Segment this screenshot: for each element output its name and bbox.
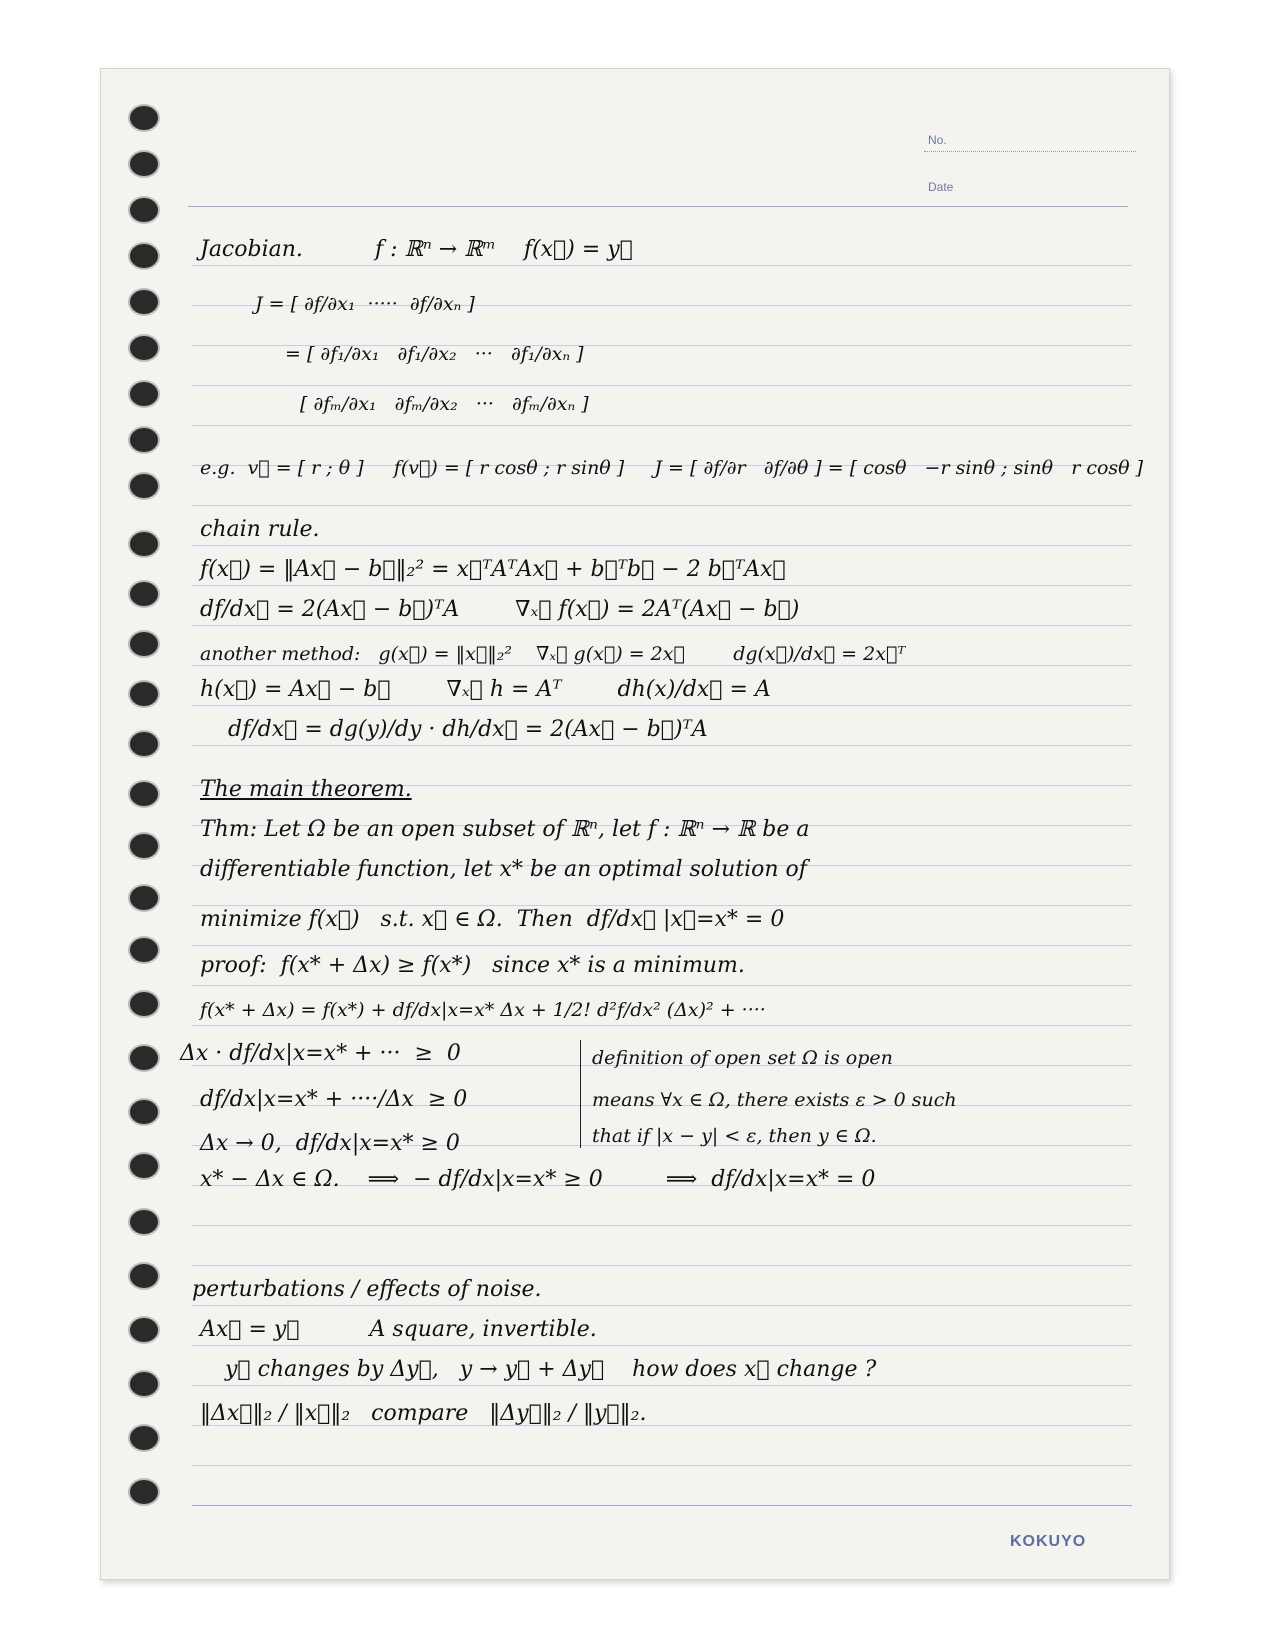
binder-hole	[128, 104, 160, 132]
binder-hole	[128, 530, 160, 558]
binder-hole	[128, 1370, 160, 1398]
binder-hole	[128, 1208, 160, 1236]
binder-hole	[128, 1044, 160, 1072]
date-label: Date	[928, 180, 954, 194]
ruled-line	[192, 705, 1132, 706]
header-rule	[188, 206, 1128, 207]
proof-line-5: Δx → 0, df/dx|x=x* ≥ 0	[200, 1131, 460, 1156]
ruled-line	[192, 745, 1132, 746]
binder-hole	[128, 1262, 160, 1290]
chain-rule-line-5: df/dx⃗ = dg(y)/dy · dh/dx⃗ = 2(Ax⃗ − b⃗)ᵀA	[228, 717, 708, 742]
perturbations-line-3: ‖Δx⃗‖₂ / ‖x⃗‖₂ compare ‖Δy⃗‖₂ / ‖y⃗‖₂.	[200, 1401, 647, 1426]
ruled-line	[192, 1025, 1132, 1026]
binder-hole	[128, 730, 160, 758]
binder-hole	[128, 990, 160, 1018]
ruled-line	[192, 985, 1132, 986]
binder-hole	[128, 150, 160, 178]
theorem-line-2: differentiable function, let x* be an optimal solution of	[200, 857, 807, 882]
binder-hole	[128, 780, 160, 808]
ruled-line	[192, 585, 1132, 586]
binder-hole	[128, 580, 160, 608]
binder-hole	[128, 1316, 160, 1344]
no-line	[924, 151, 1136, 152]
perturbations-title: perturbations / effects of noise.	[192, 1277, 542, 1302]
proof-line-2: f(x* + Δx) = f(x*) + df/dx|x=x* Δx + 1/2! d²f/dx² (Δx)² + ····	[200, 999, 766, 1021]
binder-hole	[128, 936, 160, 964]
ruled-line	[192, 385, 1132, 386]
jacobian-line-2: = [ ∂f₁/∂x₁ ∂f₁/∂x₂ ··· ∂f₁/∂xₙ ]	[285, 343, 584, 365]
ruled-line	[192, 1305, 1132, 1306]
perturbations-line-1: Ax⃗ = y⃗ A square, invertible.	[200, 1317, 597, 1342]
binder-hole	[128, 380, 160, 408]
ruled-line	[192, 1465, 1132, 1466]
binder-hole	[128, 630, 160, 658]
binder-hole	[128, 1152, 160, 1180]
binder-hole	[128, 1098, 160, 1126]
no-label: No.	[928, 133, 947, 147]
ruled-line	[192, 1345, 1132, 1346]
ruled-line	[192, 945, 1132, 946]
chain-rule-title: chain rule.	[200, 517, 320, 542]
theorem-title: The main theorem.	[200, 777, 412, 802]
binder-hole	[128, 196, 160, 224]
binder-hole	[128, 884, 160, 912]
ruled-line	[192, 1385, 1132, 1386]
jacobian-example: e.g. v⃗ = [ r ; θ ] f(v⃗) = [ r cosθ ; r sinθ ] J = [ ∂f/∂r ∂f/∂θ ] = [ cosθ −r sinθ ; sinθ r cosθ ]	[200, 457, 1144, 479]
kokuyo-logo: KOKUYO	[1010, 1533, 1087, 1550]
jacobian-line-1: J = [ ∂f/∂x₁ ····· ∂f/∂xₙ ]	[255, 293, 475, 315]
open-set-note-3: that if |x − y| < ε, then y ∈ Ω.	[592, 1125, 877, 1147]
open-set-note-2: means ∀x ∈ Ω, there exists ε > 0 such	[592, 1089, 957, 1111]
chain-rule-line-2: df/dx⃗ = 2(Ax⃗ − b⃗)ᵀA ∇ₓ⃗ f(x⃗) = 2Aᵀ(Ax⃗ − b⃗)	[200, 597, 800, 622]
ruled-line	[192, 1225, 1132, 1226]
binder-hole	[128, 334, 160, 362]
jacobian-map: f : ℝⁿ → ℝᵐ f(x⃗) = y⃗	[375, 237, 633, 262]
proof-line-3: Δx · df/dx|x=x* + ··· ≥ 0	[180, 1041, 461, 1066]
binder-hole	[128, 242, 160, 270]
binder-hole	[128, 680, 160, 708]
perturbations-line-2: y⃗ changes by Δy⃗, y → y⃗ + Δy⃗ how does x⃗ change ?	[225, 1357, 877, 1382]
chain-rule-line-1: f(x⃗) = ‖Ax⃗ − b⃗‖₂² = x⃗ᵀAᵀAx⃗ + b⃗ᵀb⃗ − 2 b⃗ᵀAx⃗	[200, 557, 786, 582]
ruled-line	[192, 1265, 1132, 1266]
ruled-line	[192, 265, 1132, 266]
ruled-line	[192, 505, 1132, 506]
chain-rule-line-3: another method: g(x⃗) = ‖x⃗‖₂² ∇ₓ⃗ g(x⃗) = 2x⃗ dg(x⃗)/dx⃗ = 2x⃗ᵀ	[200, 643, 906, 665]
theorem-line-3: minimize f(x⃗) s.t. x⃗ ∈ Ω. Then df/dx⃗ |x⃗=x* = 0	[200, 907, 785, 932]
footer-rule	[192, 1505, 1132, 1506]
proof-line-4: df/dx|x=x* + ····/Δx ≥ 0	[200, 1087, 468, 1112]
ruled-line	[192, 425, 1132, 426]
binder-hole	[128, 1424, 160, 1452]
binder-hole	[128, 1478, 160, 1506]
jacobian-line-3: [ ∂fₘ/∂x₁ ∂fₘ/∂x₂ ··· ∂fₘ/∂xₙ ]	[300, 393, 589, 415]
proof-line-1: proof: f(x* + Δx) ≥ f(x*) since x* is a minimum.	[200, 953, 745, 978]
binder-hole	[128, 832, 160, 860]
margin-bar	[580, 1040, 581, 1148]
binder-hole	[128, 472, 160, 500]
proof-line-6: x* − Δx ∈ Ω. ⟹ − df/dx|x=x* ≥ 0 ⟹ df/dx|x=x* = 0	[200, 1167, 876, 1192]
binder-hole	[128, 426, 160, 454]
binder-hole	[128, 288, 160, 316]
jacobian-title: Jacobian.	[200, 237, 303, 262]
chain-rule-line-4: h(x⃗) = Ax⃗ − b⃗ ∇ₓ⃗ h = Aᵀ dh(x)/dx⃗ = A	[200, 677, 771, 702]
ruled-line	[192, 625, 1132, 626]
ruled-line	[192, 545, 1132, 546]
theorem-line-1: Thm: Let Ω be an open subset of ℝⁿ, let f : ℝⁿ → ℝ be a	[200, 817, 810, 842]
open-set-note-1: definition of open set Ω is open	[592, 1047, 893, 1069]
